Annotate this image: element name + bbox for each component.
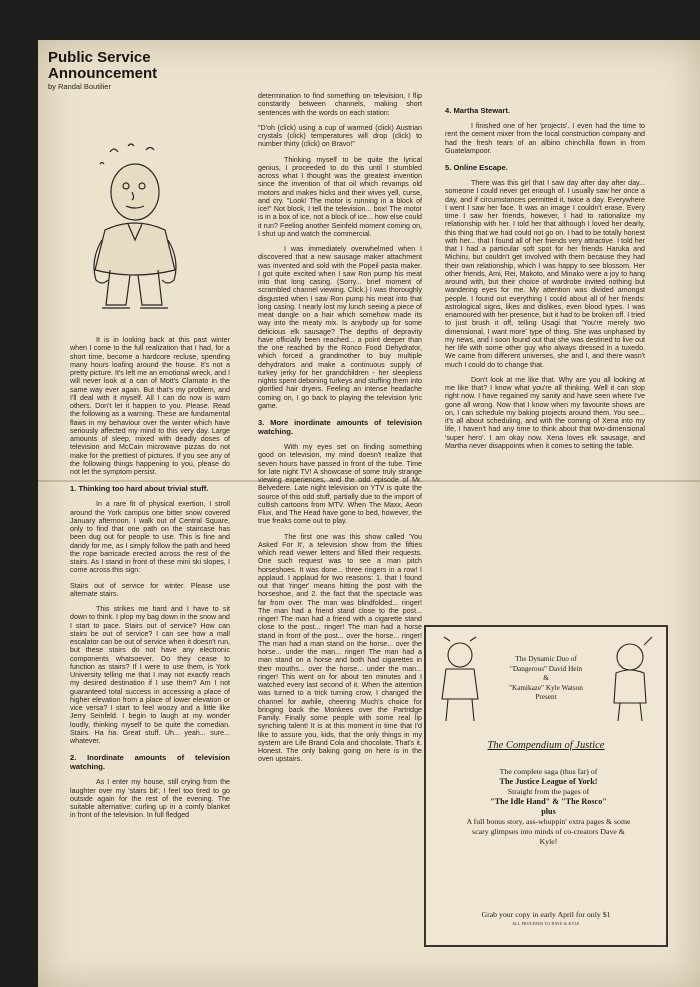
column-3: [445, 98, 645, 457]
section-4-paragraph-1: I finished one of her 'projects'. I even had the time to rent the cement mixer from the local construction company and had the fresh tears of an albino chinchilla flown in from Guatelampoor.: [445, 122, 645, 155]
ad-author-1: "Dangerous" David Hein: [509, 664, 583, 673]
section-1-heading: 1. Thinking too hard about trivial stuff.: [70, 484, 209, 494]
ad-line-3: Straight from the pages of: [507, 787, 590, 796]
ad-line-6: A full bonus story, ass-whuppin' extra pages & some scary glimpses into minds of co-creators Dave & Kyle!: [466, 817, 631, 846]
ad-presenters: [486, 655, 606, 703]
section-5-heading: 5. Online Escape.: [445, 163, 508, 172]
section-1-sign-text: Stairs out of service for winter. Please use alternate stairs.: [70, 581, 230, 598]
ad-line-1: The complete saga (thus far) of: [499, 767, 598, 776]
ad-line-5: [466, 807, 631, 817]
column-2-paragraph-1: determination to find something on television, I flip constantly between channels, making short sentences with the words on each station:: [258, 92, 422, 117]
ad-duo-line: The Dynamic Duo of: [515, 655, 577, 663]
column-2-paragraph-2: Thinking myself to be quite the lyrical genius, I proceeded to do this until I stumbled across what I thought was the greatest invention since the invention of that oil which revamps old motors and makes hicks and their wives yell, curse, and cry. "Look! The motor is running in a block of ice!" Not block, I tell the television... box! The motor is in a box of ice, not a block of ice... how else could it run? Feeling another Seinfeld moment coming on, I shut up and watch the commercial.: [258, 155, 422, 238]
ad-line-2: [466, 777, 631, 787]
section-1-paragraph-1: In a rare fit of physical exertion, I stroll around the York campus one bitter snow covered January afternoon. I walk out of Central Square, only to find that one path on the staircase has been dug out for people to use. This is fine and dandy for me, as I simply follow the path and heed the rope barricade erected across the rest of the stairs. As I stand in front of these mini ski slopes, I come across this sign:: [70, 500, 230, 575]
cartoon-man-illustration: [80, 140, 190, 320]
ad-ampersand: &: [543, 674, 549, 682]
section-3-heading: 3. More inordinate amounts of television watching.: [258, 418, 422, 436]
channel-quote: "D'oh (click) using a cup of warmed (click) Austrian crystals (click) temperatures will drop (click) to number thirty (click) on Bravo!": [258, 123, 422, 149]
ad-source-titles: "The Idle Hand" & "The Rosco": [490, 797, 607, 806]
section-3-paragraph-1: With my eyes set on finding something good on television, my mind doesn't realize that seven hours have passed in front of the tube. Time for late night TV! A showcase of some truly strange viewing experiences, and the odd episode of Mr. Belvedere. Late night television on YTV is quite the source of this odd stuff, partially due to the import of cultish cartoons from MTV. When The Maxx, Aeon Flux, and The Head have gone to bed, however, the true freaks come out to play.: [258, 443, 422, 526]
ad-price-line: Grab your copy in early April for only $1: [481, 910, 611, 919]
left-character-illustration: [434, 635, 486, 725]
section-3-paragraph-2: The first one was this show called 'You Asked For It', a television show from the fifties which read viewer letters and filled their requests. One such request was to see a man pitch horseshoes. It was done... three ringers in a row! I applaud. I applaud for two reasons: 1. that I found out that 'ringer' means hitting the post with the horseshoe, and 2. the fact that the spectacle was far from over. The man was blindfolded... ringer! The man had a friend stand close to the post... ringer! The man had a friend with a cigarette stand close to the post... ringer! The man had a horse stand in front of the post... over the horse... ringer! The man had a man stand on the horse... over the horse... under the man... ringer! The man had a man stand on a horse and both had cigarettes in their mouths... over the horse... under the man... ringer! This went on for about ten minutes and I watched every last second of it. When the attention was turned to a trick turning crow, I changed the channel for awhile, cheering Much's choice for bringing back the Monkees over the Partridge Family. Finally some people with some real lip synching talent! It is at this moment in time that I'd like to assure you, kids, that the only things in my system are Life Brand Cola and chocolate. That's it. Honest. The only baking going on here is in the oven upstairs.: [258, 532, 422, 764]
closing-paragraph: Don't look at me like that. Why are you all looking at me like that? I know what you're all thinking. Well it can stop right now. I have regained my sanity and have seen where I've gone all wrong. Now that I know when my favourite shows are on, I can schedule my baking projects around them. You see... it's all about scheduling, and with the coming of Xena into my life, I haven't had any time to think about that two-dimensional 'super hero'. I am okay now. Xena loves elk sausage, and Martha never disappoints when it comes to setting the table.: [445, 375, 645, 450]
article-title: Public Service Announcement: [48, 49, 158, 82]
ad-title: The Compendium of Justice: [487, 740, 605, 751]
ad-present-text: Present: [535, 693, 557, 701]
ad-fine-print: ALL PROCEEDS TO DAVE & KYLE: [512, 922, 580, 926]
ad-body: [466, 767, 631, 847]
ad-line-4: [466, 797, 631, 807]
section-2-heading: 2. Inordinate amounts of television watching.: [70, 753, 230, 772]
ad-league-name: The Justice League of York!: [499, 777, 598, 786]
right-character-illustration: [604, 635, 656, 725]
column-1: [70, 336, 230, 827]
column-2: [258, 92, 422, 771]
ad-author-2: "Kamikaze" Kyle Watson: [509, 683, 583, 692]
section-4-heading: 4. Martha Stewart.: [445, 106, 510, 115]
section-2-paragraph-1: As I enter my house, still crying from the laughter over my 'stairs bit', I feel too tired to go outside again for the rest of the evening. The suitable alternative: curling up in a comfy blanket in front of the television. In full fledged: [70, 778, 230, 820]
intro-paragraph: It is in looking back at this past winter when I come to the full realization that I had, for a short time, become a hardcore recluse, spending many hours loafing around the house. It's not a pretty picture. It's left me an emotional wreck, and I will never look at a can of Mott's Clamato in the same way ever again. But that's my problem, and I'll deal with it myself. All I can do now is warn others. Don't let it happen to you. Please. Read the following as a warning. These are fundamental flaws in my behaviour over the winter which have seriously affected my mind to this very day. Large amounts of sleep, mixed with deadly doses of television and McCain microwave pizzas do not make for the prettiest of pictures. If you see any of the following things happening to you, please do not let the symptom persist.: [70, 336, 230, 476]
section-1-paragraph-2: This strikes me hard and I have to sit down to think. I plop my bag down in the snow and I start to pace. Stairs out of service? How can stairs be out of service? I can see how a mall escalator can be out of service when it doesn't run, but these stairs do not have any electronic components whatsoever. Do they cease to function as stairs? If I were to use them, is York University telling me that I may not exactly reach my desired destination if I use them? Am I not guaranteed total success in accessing a place of higher elevation from a place of lower elevation or vice versa? I start to feel woozy and a little like Jerry Seinfeld. I begin to laugh at my wonder loudly, thinking myself to be quite the comedian. Stairs. Ha ha. Great stuff. Uh... yeah... sure... whatever.: [70, 605, 230, 745]
comic-advertisement: [424, 625, 668, 947]
column-2-paragraph-3: I was immediately overwhelmed when I discovered that a new sausage maker attachment was invented and sold with the Popeil pasta maker. I got quite excited when I saw Ron pump his meat into that long casing. (Sorry... brief moment of scrambled channel viewing. Click.) I was thoroughly disgusted when I saw Ron pump his meat into that long casing. I nearly lost my lunch seeing a piece of meat dangle on a hair which somehow made its way into the meaty mix. Is anybody up for some delicious elk sausage? The depths of depravity have officially been reached... a point deeper than the one reached by the Ronco Food Dehydrator, which forced a grandmother to buy multiple dehydrators and make a continuous supply of turkey jerky for her grandchildren - her sleepless nights spent deboning turkeys and stuffing them into glorified hair dryers. Feeling an intense headache coming on, I go back to playing the television lyric game.: [258, 245, 422, 410]
section-5-paragraph-1: There was this girl that I saw day after day after day... someone I could never get enough of. I usually saw her once a day, and if circumstances permitted it, twice a day. Everywhere I went I saw her face. It was an image I couldn't erase. Every time I saw her friends, however, I had to rationalize my relationship with her. I told her that although I loved her dearly, this thing that we had could not go on. I had to be totally honest with her... that I found all of her friends very attractive. I told her that I had a particular soft spot for her friends Haruka and Michiru, but couldn't get involved with them because they had their own relationship, which I was happy to see blossom. Her other friends, Ami, Rei, Makoto, and Minako were a joy to hang around with, but their choice of wardrobe invited nothing but wandering eyes for me. My attention was divided amongst people. I found out everything I could about all of her friends: astrological signs, likes and dislikes, even blood types. I was enamoured with her presence, but it had to be broken off. I tried to just brush it off, telling Usagi that 'You're merely two dimensional, I want more' type of thing. She was unphased by my news, and I soon found out that she was destined to live out her life with some other guy who always dressed in a tuxedo. We came from different universes, she and I, and there wasn't much I could do to change that.: [445, 179, 645, 369]
article-byline: by Randal Boutilier: [48, 82, 111, 91]
ad-plus: plus: [541, 807, 556, 816]
